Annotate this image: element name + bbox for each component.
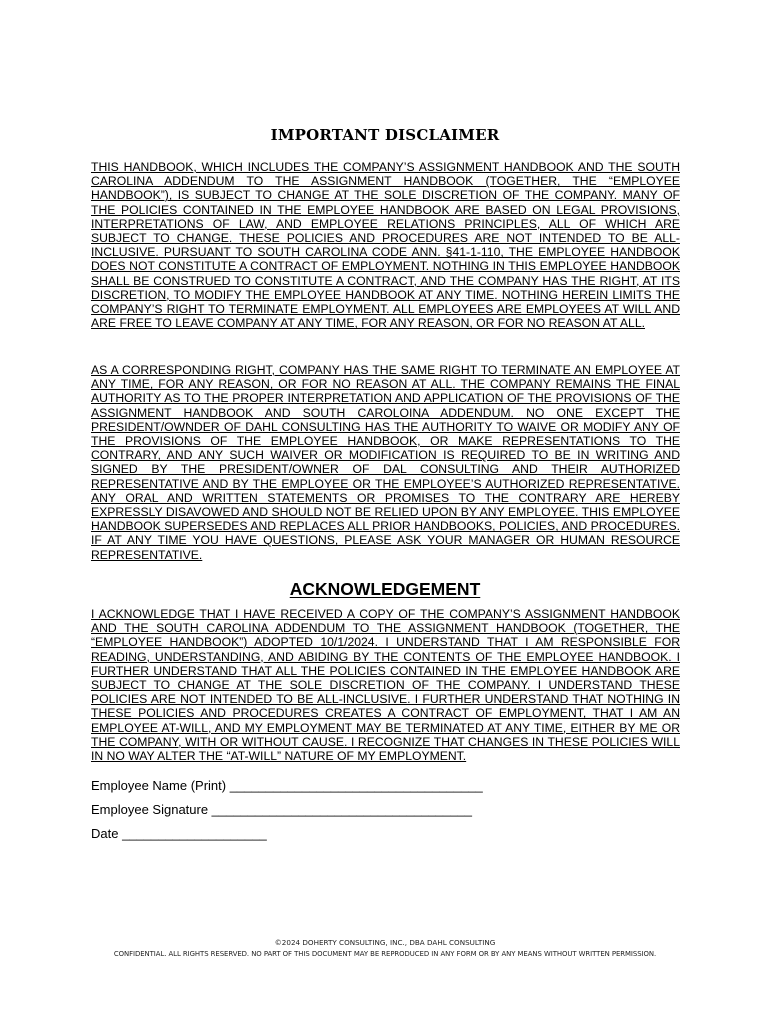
date-field[interactable]: Date ____________________: [91, 826, 267, 841]
footer-copyright: ©2024 DOHERTY CONSULTING, INC., DBA DAHL CONSULTING: [274, 938, 496, 947]
disclaimer-paragraph-2: AS A CORRESPONDING RIGHT, COMPANY HAS THE SAME RIGHT TO TERMINATE AN EMPLOYEE AT ANY TIME, FOR ANY REASON, OR FOR NO REASON AT ALL. THE COMPANY REMAINS THE FINAL AUTHORITY AS TO THE PROPER INTERPRETATION AND APPLICATION OF THE PROVISIONS OF THE ASSIGNMENT HANDBOOK AND SOUTH CAROLOINA ADDENDUM. NO ONE EXCEPT THE PRESIDENT/OWNDER OF DAHL CONSULTING HAS THE AUTHORITY TO WAIVE OR MODIFY ANY OF THE PROVISIONS OF THE EMPLOYEE HANDBOOK, OR MAKE REPRESENTATIONS TO THE CONTRARY, AND ANY SUCH WAIVER OR MODIFICATION IS REQUIRED TO BE IN WRITING AND SIGNED BY THE PRESIDENT/OWNER OF DAL CONSULTING AND THEIR AUTHORIZED REPRESENTATIVE AND BY THE EMPLOYEE OR THE EMPLOYEE’S AUTHORIZED REPRESENTATIVE. ANY ORAL AND WRITTEN STATEMENTS OR PROMISES TO THE CONTRARY ARE HEREBY EXPRESSLY DISAVOWED AND SHOULD NOT BE RELIED UPON BY ANY EMPLOYEE. THIS EMPLOYEE HANDBOOK SUPERSEDES AND REPLACES ALL PRIOR HANDBOOKS, POLICIES, AND PROCEDURES. IF AT ANY TIME YOU HAVE QUESTIONS, PLEASE ASK YOUR MANAGER OR HUMAN RESOURCE REPRESENTATIVE.: [91, 363, 680, 562]
acknowledgement-paragraph: I ACKNOWLEDGE THAT I HAVE RECEIVED A COPY OF THE COMPANY’S ASSIGNMENT HANDBOOK AND THE SOUTH CAROLINA ADDENDUM TO THE ASSIGNMENT HANDBOOK (TOGETHER, THE “EMPLOYEE HANDBOOK”) ADOPTED 10/1/2024. I UNDERSTAND THAT I AM RESPONSIBLE FOR READING, UNDERSTANDING, AND ABIDING BY THE CONTENTS OF THE EMPLOYEE HANDBOOK. I FURTHER UNDERSTAND THAT ALL THE POLICIES CONTAINED IN THE EMPLOYEE HANDBOOK ARE SUBJECT TO CHANGE AT THE SOLE DISCRETION OF THE COMPANY. I UNDERSTAND THESE POLICIES ARE NOT INTENDED TO BE ALL-INCLUSIVE. I FURTHER UNDERSTAND THAT NOTHING IN THESE POLICIES AND PROCEDURES CREATES A CONTRACT OF EMPLOYMENT, THAT I AM AN EMPLOYEE AT-WILL, AND MY EMPLOYMENT MAY BE TERMINATED AT ANY TIME, EITHER BY ME OR THE COMPANY, WITH OR WITHOUT CAUSE. I RECOGNIZE THAT CHANGES IN THESE POLICIES WILL IN NO WAY ALTER THE “AT-WILL” NATURE OF MY EMPLOYMENT.: [91, 607, 680, 764]
acknowledgement-heading: ACKNOWLEDGEMENT: [289, 579, 481, 599]
disclaimer-paragraph-1: THIS HANDBOOK, WHICH INCLUDES THE COMPANY’S ASSIGNMENT HANDBOOK AND THE SOUTH CAROLINA ADDENDUM TO THE ASSIGNMENT HANDBOOK (TOGETHER, THE “EMPLOYEE HANDBOOK”), IS SUBJECT TO CHANGE AT THE SOLE DISCRETION OF THE COMPANY. MANY OF THE POLICIES CONTAINED IN THE EMPLOYEE HANDBOOK ARE BASED ON LEGAL PROVISIONS, INTERPRETATIONS OF LAW, AND EMPLOYEE RELATIONS PRINCIPLES, ALL OF WHICH ARE SUBJECT TO CHANGE. THESE POLICIES AND PROCEDURES ARE NOT INTENDED TO BE ALL-INCLUSIVE. PURSUANT TO SOUTH CAROLINA CODE ANN. §41-1-110, THE EMPLOYEE HANDBOOK DOES NOT CONSTITUTE A CONTRACT OF EMPLOYMENT. NOTHING IN THIS EMPLOYEE HANDBOOK SHALL BE CONSTRUED TO CONSTITUTE A CONTRACT, AND THE COMPANY HAS THE RIGHT, AT ITS DISCRETION, TO MODIFY THE EMPLOYEE HANDBOOK AT ANY TIME. NOTHING HEREIN LIMITS THE COMPANY’S RIGHT TO TERMINATE EMPLOYMENT. ALL EMPLOYEES ARE EMPLOYEES AT WILL AND ARE FREE TO LEAVE COMPANY AT ANY TIME, FOR ANY REASON, OR FOR NO REASON AT ALL.: [91, 160, 680, 331]
page-title: IMPORTANT DISCLAIMER: [270, 126, 500, 144]
footer-confidential-notice: CONFIDENTIAL. ALL RIGHTS RESERVED. NO PART OF THIS DOCUMENT MAY BE REPRODUCED IN ANY FORM OR BY ANY MEANS WITHOUT WRITTEN PERMISSION.: [113, 950, 657, 958]
employee-signature-field[interactable]: Employee Signature ____________________________________: [91, 802, 472, 817]
employee-name-field[interactable]: Employee Name (Print) ___________________________________: [91, 778, 483, 793]
